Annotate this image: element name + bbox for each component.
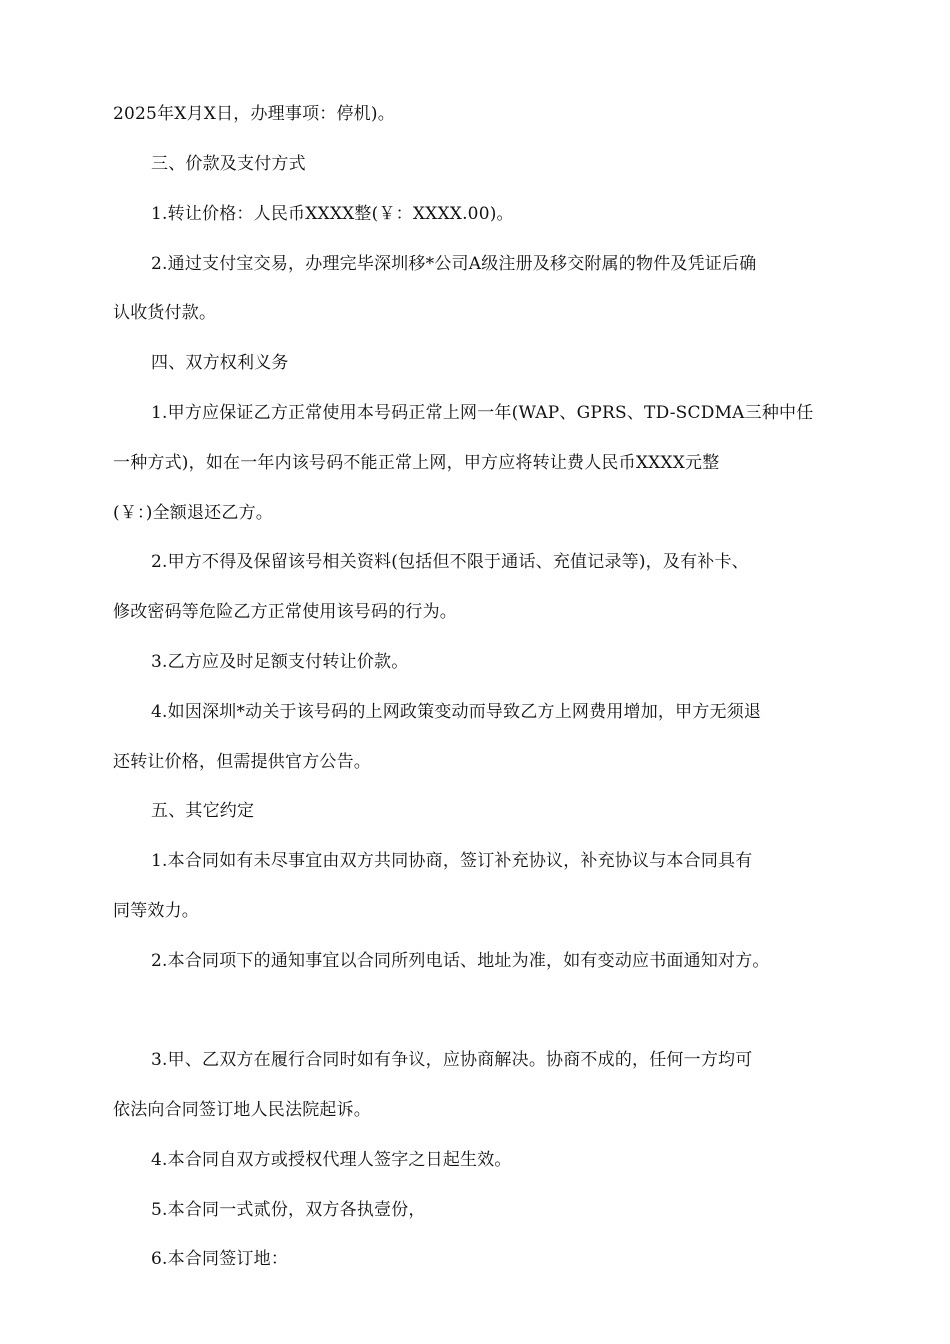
- text-line: 一种方式)，如在一年内该号码不能正常上网，甲方应将转让费人民币XXXX元整: [113, 453, 720, 473]
- text-line: 4.如因深圳*动关于该号码的上网政策变动而导致乙方上网费用增加，甲方无须退: [151, 702, 762, 722]
- text-line: 3.乙方应及时足额支付转让价款。: [151, 652, 409, 672]
- section-heading-rights: 四、双方权利义务: [151, 353, 289, 373]
- text-line: 1.甲方应保证乙方正常使用本号码正常上网一年(WAP、GPRS、TD-SCDMA三种中任: [151, 403, 814, 423]
- text-line: (￥：)全额退还乙方。: [113, 503, 273, 523]
- text-line: 4.本合同自双方或授权代理人签字之日起生效。: [151, 1150, 512, 1170]
- text-line: 2025年X月X日，办理事项：停机)。: [113, 104, 395, 124]
- text-line: 同等效力。: [113, 901, 199, 921]
- text-line: 2.本合同项下的通知事宜以合同所列电话、地址为准，如有变动应书面通知对方。: [151, 951, 770, 971]
- section-heading-price: 三、价款及支付方式: [151, 154, 306, 174]
- text-line: 还转让价格，但需提供官方公告。: [113, 752, 371, 772]
- text-line: 5.本合同一式贰份，双方各执壹份，: [151, 1200, 426, 1220]
- text-line: 6.本合同签订地：: [151, 1249, 289, 1269]
- text-line: 2.甲方不得及保留该号相关资料(包括但不限于通话、充值记录等)，及有补卡、: [151, 552, 749, 572]
- section-heading-other: 五、其它约定: [151, 801, 255, 821]
- text-line: 2.通过支付宝交易，办理完毕深圳移*公司A级注册及移交附属的物件及凭证后确: [151, 254, 757, 274]
- text-line: 认收货付款。: [113, 303, 217, 323]
- text-line: 依法向合同签订地人民法院起诉。: [113, 1100, 371, 1120]
- text-line: 3.甲、乙双方在履行合同时如有争议，应协商解决。协商不成的，任何一方均可: [151, 1050, 753, 1070]
- text-line: 修改密码等危险乙方正常使用该号码的行为。: [113, 602, 457, 622]
- text-line: 1.本合同如有未尽事宜由双方共同协商，签订补充协议，补充协议与本合同具有: [151, 851, 753, 871]
- text-line: 1.转让价格：人民币XXXX整(￥：XXXX.00)。: [151, 204, 514, 224]
